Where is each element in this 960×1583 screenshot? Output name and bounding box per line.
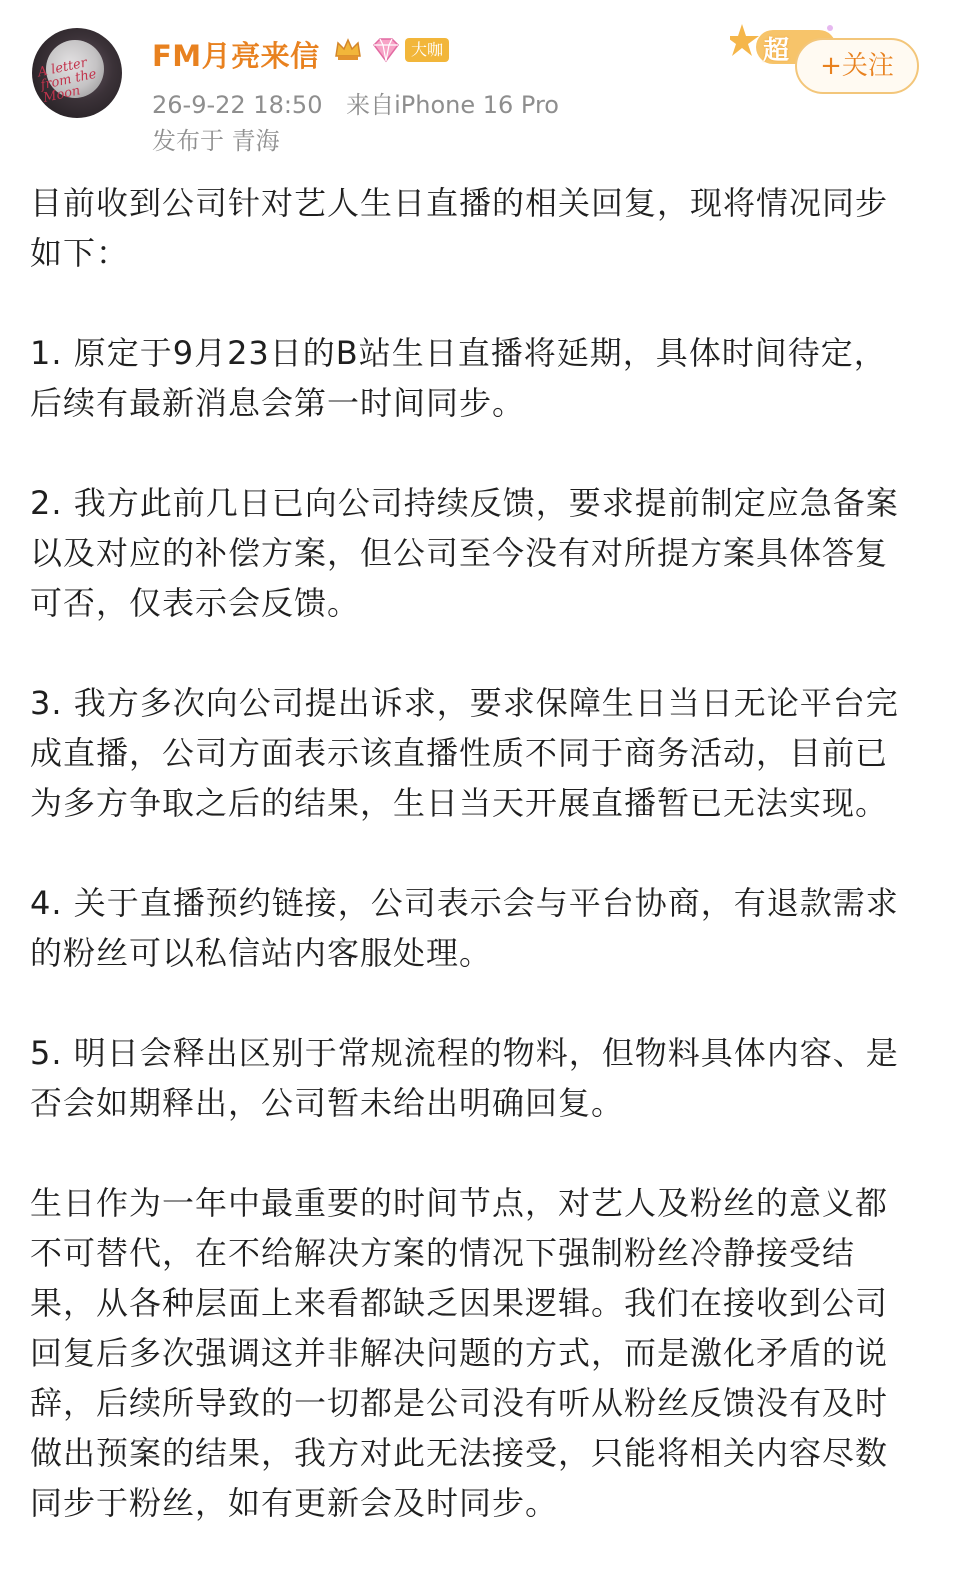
vip-badge: 大咖 <box>405 38 449 62</box>
post-location: 发布于 青海 <box>152 127 280 155</box>
post-item-4: 4. 关于直播预约链接，公司表示会与平台协商，有退款需求的粉丝可以私信站内客服处理。 <box>30 884 899 972</box>
post-closing: 生日作为一年中最重要的时间节点，对艺人及粉丝的意义都不可替代，在不给解决方案的情况下强制粉丝冷静接受结果，从各种层面上来看都缺乏因果逻辑。我们在接收到公司回复后多次强调这并非解决问题的方式，而是激化矛盾的说辞，后续所导致的一切都是公司没有听从粉丝反馈没有及时做出预案的结果，我方对此无法接受，只能将相关内容尽数同步于粉丝，如有更新会及时同步。 <box>30 1184 889 1522</box>
diamond-icon <box>370 36 402 64</box>
avatar-logo-text: A letter from the Moon <box>36 55 98 106</box>
post-item-1: 1. 原定于9月23日的B站生日直播将延期，具体时间待定，后续有最新消息会第一时间同步。 <box>30 334 887 422</box>
follow-button[interactable]: +关注 <box>795 38 919 94</box>
post-header <box>0 0 960 160</box>
post-item-5: 5. 明日会释出区别于常规流程的物料，但物料具体内容、是否会如期释出，公司暂未给出明确回复。 <box>30 1034 899 1122</box>
author-name[interactable]: FM月亮来信 <box>152 39 320 73</box>
post-content <box>30 178 900 1578</box>
post-intro: 目前收到公司针对艺人生日直播的相关回复，现将情况同步如下： <box>30 184 889 272</box>
post-item-2: 2. 我方此前几日已向公司持续反馈，要求提前制定应急备案以及对应的补偿方案，但公司至今没有对所提方案具体答复可否，仅表示会反馈。 <box>30 484 899 622</box>
crown-icon <box>333 34 363 64</box>
post-time: 26-9-22 18:50 <box>152 91 323 119</box>
post-source: 来自iPhone 16 Pro <box>346 91 559 119</box>
post-meta <box>152 85 559 120</box>
avatar[interactable] <box>32 28 122 118</box>
post-item-3: 3. 我方多次向公司提出诉求，要求保障生日当日无论平台完成直播，公司方面表示该直播性质不同于商务活动，目前已为多方争取之后的结果，生日当天开展直播暂已无法实现。 <box>30 684 899 822</box>
super-label: 超 <box>763 36 790 66</box>
